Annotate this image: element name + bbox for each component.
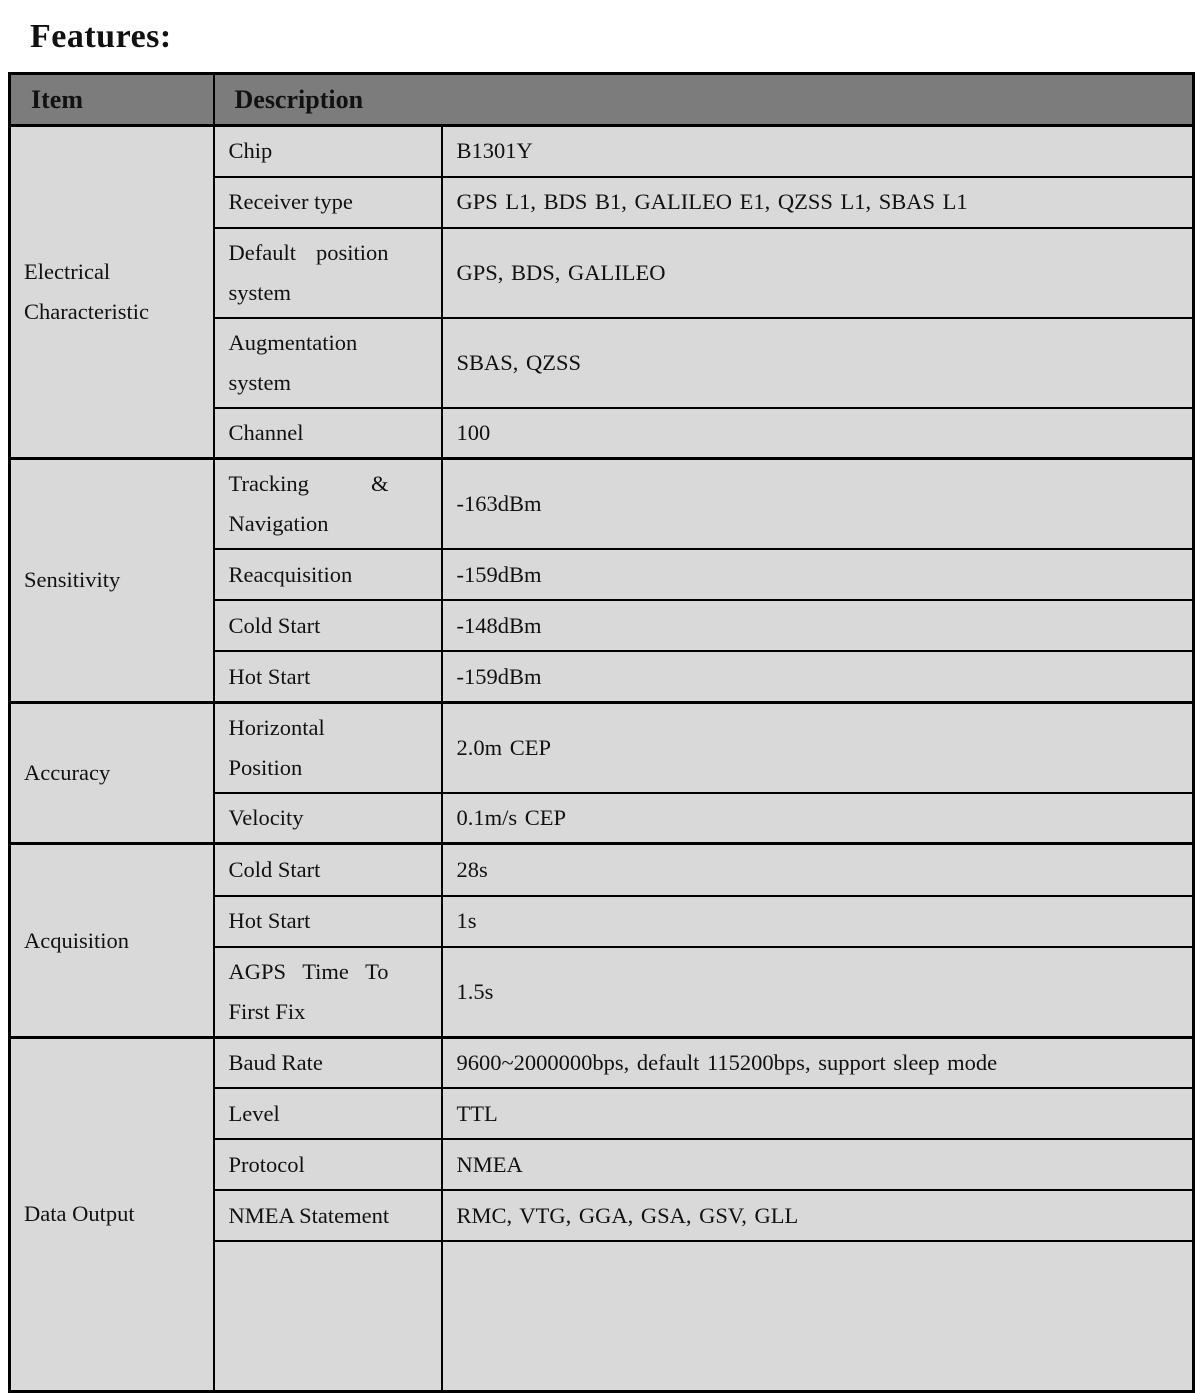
spec-label-cell (214, 702, 442, 793)
column-header-item: Item (10, 74, 214, 126)
spec-label: Default position system (228, 239, 389, 305)
spec-value-cell: GPS L1, BDS B1, GALILEO E1, QZSS L1, SBAS L1 (442, 177, 1194, 228)
spec-label: AGPS Time To First Fix (228, 958, 389, 1024)
spec-label: Reacquisition (228, 561, 353, 587)
page-title: Features: (30, 18, 172, 55)
spec-label-cell (214, 228, 442, 318)
spec-label: Hot Start (228, 908, 311, 934)
spec-value-cell: GPS, BDS, GALILEO (442, 228, 1194, 318)
group-cell-accuracy: Accuracy (10, 702, 214, 844)
spec-value-cell: 28s (442, 844, 1194, 896)
spec-label-cell (214, 947, 442, 1038)
group-cell-acquisition: Acquisition (10, 844, 214, 1038)
spec-value-cell: NMEA (442, 1139, 1194, 1190)
spec-value-cell: RMC, VTG, GGA, GSA, GSV, GLL (442, 1190, 1194, 1241)
spec-label-cell (214, 1241, 442, 1391)
spec-label-cell (214, 600, 442, 651)
spec-label-cell (214, 177, 442, 228)
spec-label: Channel (228, 419, 304, 445)
spec-label-cell (214, 318, 442, 408)
spec-label-cell (214, 651, 442, 702)
spec-label: Baud Rate (228, 1050, 323, 1076)
table-row (10, 702, 1194, 793)
spec-label: Hot Start (228, 663, 311, 689)
table-row (10, 844, 1194, 896)
spec-label: Tracking & Navigation (228, 471, 389, 537)
spec-label-cell (214, 408, 442, 459)
spec-label-cell (214, 549, 442, 600)
spec-value-cell: -159dBm (442, 651, 1194, 702)
spec-value-cell: 100 (442, 408, 1194, 459)
group-cell-data-output: Data Output (10, 1037, 214, 1391)
spec-label: Cold Start (228, 857, 321, 883)
spec-label: Cold Start (228, 612, 321, 638)
spec-label-cell (214, 793, 442, 844)
spec-label-cell (214, 1139, 442, 1190)
table-header-row (10, 74, 1194, 126)
spec-value-cell: SBAS, QZSS (442, 318, 1194, 408)
spec-label: Horizontal Position (228, 714, 325, 780)
features-table (8, 72, 1195, 1393)
spec-value-cell: -163dBm (442, 459, 1194, 550)
spec-label: Level (228, 1100, 280, 1126)
group-cell-electrical-characteristic: Electrical Characteristic (10, 126, 214, 459)
spec-value-cell (442, 1241, 1194, 1391)
spec-label: Protocol (228, 1151, 305, 1177)
spec-value-cell: B1301Y (442, 126, 1194, 177)
spec-label: NMEA Statement (228, 1202, 390, 1228)
spec-value-cell: TTL (442, 1088, 1194, 1139)
spec-value-cell: 9600~2000000bps, default 115200bps, support sleep mode (442, 1037, 1194, 1088)
spec-value-cell: -148dBm (442, 600, 1194, 651)
spec-label-cell (214, 1037, 442, 1088)
spec-label-cell (214, 459, 442, 550)
table-row (10, 1037, 1194, 1088)
column-header-description: Description (214, 74, 1194, 126)
spec-label: Augmentation system (228, 329, 358, 395)
spec-value-cell: 1s (442, 896, 1194, 947)
spec-label-cell (214, 1088, 442, 1139)
table-row (10, 459, 1194, 550)
group-cell-sensitivity: Sensitivity (10, 459, 214, 703)
spec-value-cell: -159dBm (442, 549, 1194, 600)
spec-value-cell: 1.5s (442, 947, 1194, 1038)
spec-label-cell (214, 896, 442, 947)
table-row (10, 126, 1194, 177)
spec-label-cell (214, 844, 442, 896)
spec-label: Chip (228, 138, 273, 164)
spec-value-cell: 2.0m CEP (442, 702, 1194, 793)
spec-label-cell (214, 1190, 442, 1241)
spec-label: Receiver type (228, 188, 353, 214)
spec-label-cell (214, 126, 442, 177)
spec-label: Velocity (228, 805, 304, 831)
spec-value-cell: 0.1m/s CEP (442, 793, 1194, 844)
